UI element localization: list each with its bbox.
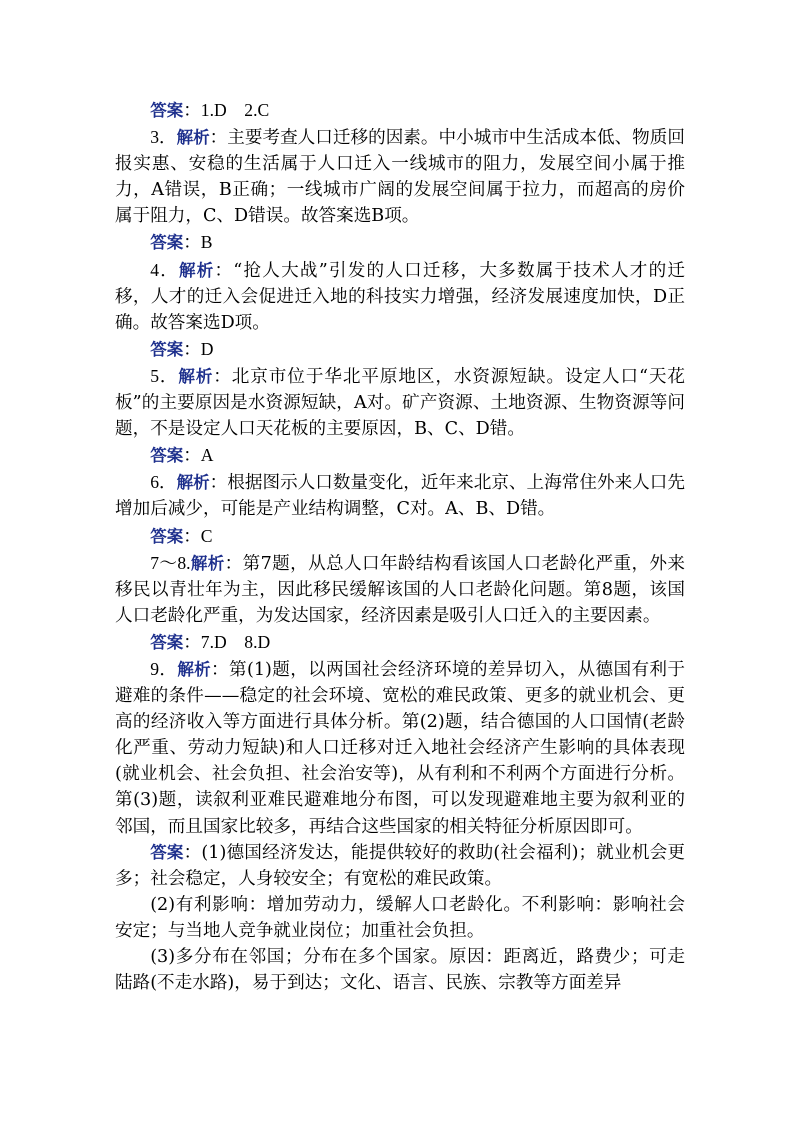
analysis-text: 根据图示人口数量变化，近年来北京、上海常住外来人口先增加后减少，可能是产业结构调整，C对。A、B、D错。	[115, 473, 685, 520]
answer-text: (2)有利影响：增加劳动力，缓解人口老龄化。不利影响：影响社会安定；与当地人竞争就业岗位；加重社会负担。	[115, 894, 685, 941]
separator: ：	[214, 260, 234, 281]
answer-7-8	[115, 629, 685, 656]
analysis-label: 解析	[179, 260, 215, 280]
answer-text: C	[200, 525, 213, 546]
answer-label: 答案	[150, 446, 184, 466]
separator: ：	[224, 553, 243, 574]
question-number: 4．	[150, 259, 180, 280]
answer-label: 答案	[150, 339, 184, 359]
separator: ：	[183, 632, 201, 653]
analysis-4	[115, 257, 685, 336]
analysis-text: 第7题，从总人口年龄结构看该国人口老龄化严重，外来移民以青壮年为主，因此移民缓解该国的人口老龄化问题。第8题，该国人口老龄化严重，为发达国家，经济因素是吸引人口迁入的主要因素。	[115, 553, 685, 626]
answer-9-part-3	[115, 944, 685, 996]
answer-text: D	[200, 338, 214, 359]
analysis-9	[115, 656, 685, 840]
answer-text: 7.D 8.D	[200, 631, 271, 652]
analysis-text: “抢人大战”引发的人口迁移，大多数属于技术人才的迁移，人才的迁入会促进迁入地的科技实力增强，经济发展速度加快，D正确。故答案选D项。	[115, 260, 685, 333]
analysis-text: 第(1)题，以两国社会经济环境的差异切入，从德国有利于避难的条件——稳定的社会环境、宽松的难民政策、更多的就业机会、更高的经济收入等方面进行具体分析。第(2)题，结合德国的人口国情(老龄化严重、劳动力短缺)和人口迁移对迁入地社会经济产生影响的具体表现(就业机会、社会负担、社会治安等)，从有利和不利两个方面进行分析。第(3)题，读叙利亚难民避难地分布图，可以发现避难地主要为叙利亚的邻国，而且国家比较多，再结合这些国家的相关特征分析原因即可。	[115, 659, 685, 837]
answer-3	[115, 229, 685, 256]
answer-label: 答案	[150, 233, 184, 253]
analysis-text: 北京市位于华北平原地区，水资源短缺。设定人口“天花板”的主要原因是水资源短缺，A对。矿产资源、土地资源、生物资源等问题，不是设定人口天花板的主要原因，B、C、D错。	[115, 366, 685, 440]
analysis-label: 解析	[176, 473, 210, 493]
answer-4	[115, 336, 685, 363]
analysis-3	[115, 124, 685, 229]
analysis-label: 解析	[190, 553, 225, 573]
separator: ：	[211, 659, 230, 680]
answer-label: 答案	[150, 526, 184, 546]
separator: ：	[209, 128, 228, 149]
separator: ：	[183, 101, 201, 121]
question-number: 5．	[150, 365, 179, 386]
separator: ：	[209, 473, 228, 494]
answer-text: (3)多分布在邻国；分布在多个国家。原因：距离近，路费少；可走陆路(不走水路)，易于到达；文化、语言、民族、宗教等方面差异	[115, 947, 685, 994]
analysis-6	[115, 469, 685, 522]
answer-label: 答案	[150, 101, 184, 120]
analysis-5	[115, 363, 685, 442]
answer-1-2	[115, 97, 685, 124]
separator: ：	[183, 233, 201, 254]
question-number: 6．	[150, 472, 177, 493]
separator: ：	[183, 842, 202, 863]
answer-content	[115, 97, 685, 996]
answer-text: 1.D 2.C	[200, 100, 270, 120]
question-number: 3．	[150, 127, 177, 148]
question-number: 9．	[150, 658, 178, 679]
answer-9-part-2	[115, 892, 685, 944]
separator: ：	[183, 446, 201, 467]
question-number: 7～8.	[150, 552, 191, 573]
analysis-text: 主要考查人口迁移的因素。中小城市中生活成本低、物质回报实惠、安稳的生活属于人口迁入一线城市的阻力，发展空间小属于推力，A错误，B正确；一线城市广阔的发展空间属于拉力，而超高的房价属于阻力，C、D错误。故答案选B项。	[115, 128, 685, 227]
answer-text: (1)德国经济发达，能提供较好的救助(社会福利)；就业机会更多；社会稳定，人身较安全；有宽松的难民政策。	[115, 842, 685, 889]
answer-label: 答案	[150, 842, 184, 862]
answer-label: 答案	[150, 632, 184, 652]
separator: ：	[183, 526, 201, 547]
answer-6	[115, 523, 685, 550]
separator: ：	[183, 339, 201, 360]
answer-9-part-1	[115, 840, 685, 892]
analysis-7-8	[115, 550, 685, 629]
analysis-label: 解析	[178, 366, 214, 386]
analysis-label: 解析	[176, 128, 210, 148]
answer-5	[115, 442, 685, 469]
separator: ：	[213, 366, 232, 387]
answer-text: B	[200, 232, 213, 253]
answer-text: A	[200, 445, 214, 466]
analysis-label: 解析	[177, 659, 212, 679]
